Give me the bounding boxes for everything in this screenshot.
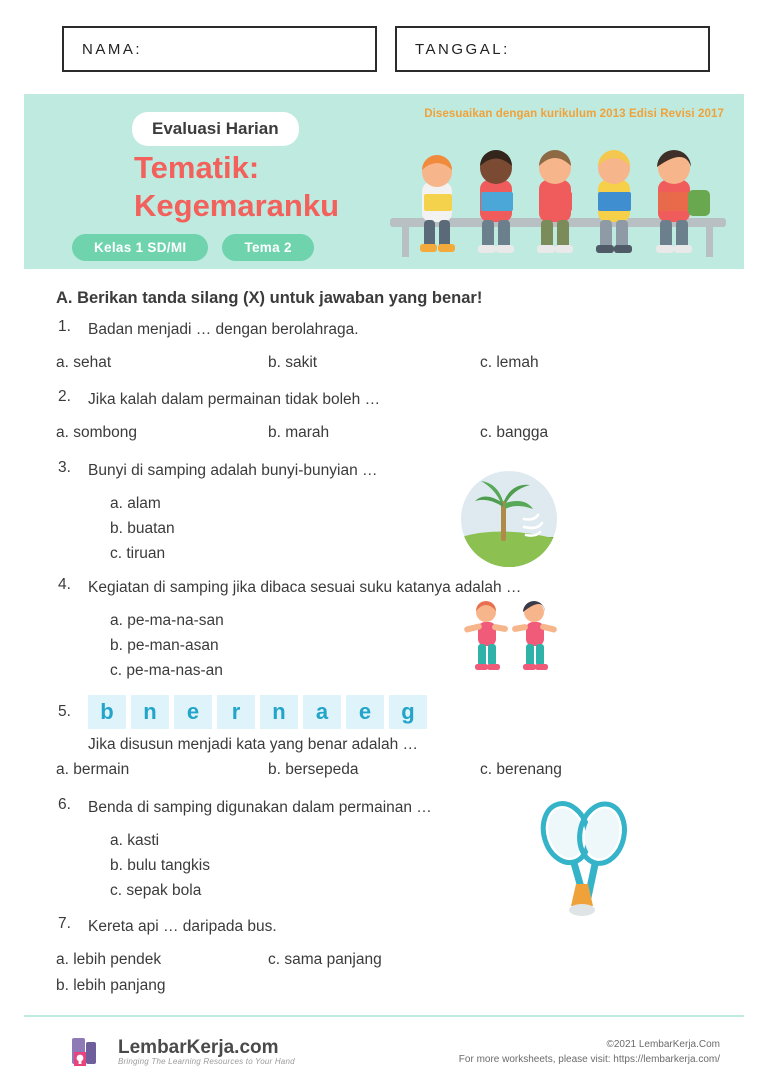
- option-b[interactable]: b. pe-man-asan: [110, 637, 219, 655]
- palm-tree-wind-icon: [454, 467, 564, 571]
- question-1-options: [34, 350, 734, 376]
- student-info-fields: [0, 0, 768, 72]
- question-7-number: 7.: [58, 915, 71, 933]
- letter-tile[interactable]: g: [389, 695, 427, 729]
- brand-logo: [68, 1032, 295, 1072]
- option-c[interactable]: c. sepak bola: [110, 881, 202, 899]
- question-6-text: Benda di samping digunakan dalam permainan …: [88, 798, 432, 816]
- option-b[interactable]: b. bulu tangkis: [110, 856, 210, 874]
- option-b[interactable]: b. bersepeda: [268, 761, 359, 779]
- questions-section: [0, 269, 768, 1000]
- brand-name: [118, 1038, 295, 1058]
- option-b[interactable]: b. marah: [268, 424, 330, 442]
- question-3-text: Bunyi di samping adalah bunyi-bunyian …: [88, 461, 378, 479]
- option-c[interactable]: c. berenang: [480, 761, 562, 779]
- name-field[interactable]: [62, 26, 377, 72]
- badminton-rackets-icon: [532, 792, 642, 922]
- question-2-options: [34, 420, 734, 446]
- question-1-text: Badan menjadi … dengan berolahraga.: [88, 321, 359, 338]
- kids-reading-illustration: [376, 122, 736, 262]
- question-7-options-row1: [34, 947, 734, 973]
- option-b[interactable]: b. buatan: [110, 519, 175, 537]
- option-a[interactable]: a. sehat: [56, 354, 112, 371]
- meta-pills: [72, 234, 314, 261]
- option-c[interactable]: c. pe-ma-nas-an: [110, 662, 223, 680]
- option-c[interactable]: c. lemah: [480, 354, 539, 371]
- brand-tagline: Bringing The Learning Resources to Your Hand: [118, 1056, 295, 1066]
- option-c[interactable]: c. tiruan: [110, 544, 166, 562]
- letter-tile[interactable]: a: [303, 695, 341, 729]
- letter-tile[interactable]: e: [346, 695, 384, 729]
- question-4-number: 4.: [58, 576, 71, 594]
- question-7-options-row2: [34, 973, 734, 999]
- option-a[interactable]: a. pe-ma-na-san: [110, 612, 224, 630]
- lembarkerja-logo-icon: [68, 1032, 108, 1072]
- question-7-text: Kereta api … daripada bus.: [88, 918, 277, 936]
- option-a[interactable]: a. kasti: [110, 831, 160, 849]
- option-c[interactable]: c. sama panjang: [268, 951, 382, 969]
- question-2-text: Jika kalah dalam permainan tidak boleh …: [88, 391, 381, 409]
- question-5: [34, 695, 734, 757]
- question-4: [34, 576, 734, 602]
- copyright-text: ©2021 LembarKerja.Com: [606, 1039, 720, 1050]
- date-field[interactable]: [395, 26, 710, 72]
- question-4-options: [34, 608, 734, 683]
- page-title: [134, 149, 414, 225]
- page-footer: [24, 1015, 744, 1087]
- brand-name-part2: Kerja: [186, 1036, 235, 1058]
- option-b[interactable]: b. sakit: [268, 354, 318, 371]
- question-5-text: Jika disusun menjadi kata yang benar adalah …: [88, 736, 419, 754]
- question-4-text: Kegiatan di samping jika dibaca sesuai suku katanya adalah …: [88, 579, 522, 597]
- theme-pill: Tema 2: [222, 234, 313, 261]
- section-heading: A. Berikan tanda silang (X) untuk jawaban yang benar!: [56, 289, 483, 307]
- page-title-line1: Tematik:: [134, 150, 260, 185]
- date-field-label: TANGGAL:: [415, 40, 510, 58]
- question-2-number: 2.: [58, 388, 71, 406]
- kids-stretching-icon: [454, 598, 574, 676]
- option-a[interactable]: a. bermain: [56, 761, 130, 779]
- option-a[interactable]: a. lebih pendek: [56, 951, 162, 969]
- brand-name-part3: .com: [234, 1036, 279, 1058]
- curriculum-note: Disesuaikan dengan kurikulum 2013 Edisi Revisi 2017: [424, 108, 724, 120]
- option-c[interactable]: c. bangga: [480, 424, 549, 442]
- option-a[interactable]: a. sombong: [56, 424, 137, 442]
- question-3-options: [34, 491, 734, 566]
- letter-tile[interactable]: n: [131, 695, 169, 729]
- question-5-options: [34, 757, 734, 783]
- question-6-number: 6.: [58, 795, 71, 813]
- name-field-label: NAMA:: [82, 40, 143, 58]
- page-title-line2: Kegemaranku: [134, 187, 340, 223]
- letter-tile[interactable]: n: [260, 695, 298, 729]
- question-3: [34, 459, 734, 485]
- letter-tile[interactable]: b: [88, 695, 126, 729]
- scrambled-letters: [88, 695, 734, 729]
- letter-tile[interactable]: e: [174, 695, 212, 729]
- question-1-number: 1.: [58, 318, 71, 335]
- option-a[interactable]: a. alam: [110, 494, 161, 512]
- question-2: [34, 388, 734, 414]
- question-7: [34, 915, 734, 941]
- class-pill: Kelas 1 SD/MI: [72, 234, 208, 261]
- question-5-number: 5.: [58, 703, 71, 721]
- evaluation-badge: Evaluasi Harian: [132, 112, 299, 146]
- question-1: [34, 318, 734, 344]
- more-worksheets-text: For more worksheets, please visit: https://lembarkerja.com/: [458, 1054, 720, 1065]
- option-b[interactable]: b. lebih panjang: [56, 977, 166, 995]
- header-banner: [24, 94, 744, 269]
- footer-meta: [459, 1037, 720, 1067]
- brand-name-part1: Lembar: [118, 1036, 187, 1058]
- question-3-number: 3.: [58, 458, 71, 476]
- letter-tile[interactable]: r: [217, 695, 255, 729]
